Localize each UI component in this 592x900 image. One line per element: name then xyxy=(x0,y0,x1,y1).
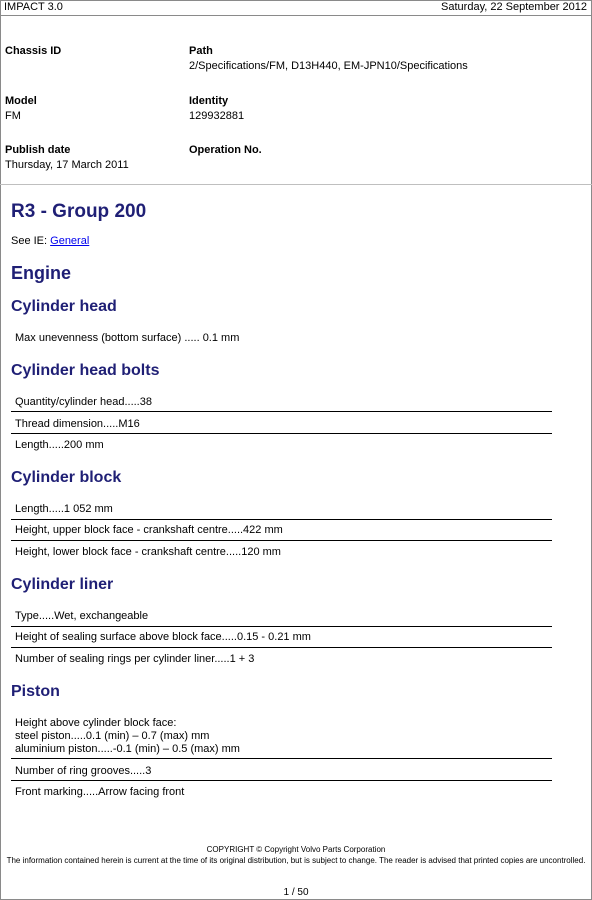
spec-row: Type.....Wet, exchangeable xyxy=(11,610,552,627)
see-ie-prefix: See IE: xyxy=(11,235,48,247)
path-label: Path xyxy=(189,45,213,57)
page-number: 1 / 50 xyxy=(283,887,309,898)
identity-label: Identity xyxy=(189,95,229,107)
operation-no-field xyxy=(189,143,262,158)
path-field xyxy=(189,44,468,74)
heading-piston: Piston xyxy=(11,683,60,700)
operation-no-label: Operation No. xyxy=(189,144,262,156)
model-value: FM xyxy=(5,110,21,122)
chassis-id-label: Chassis ID xyxy=(5,45,62,57)
publish-date-label: Publish date xyxy=(5,144,71,156)
model-field xyxy=(5,94,37,124)
app-name: IMPACT 3.0 xyxy=(4,1,63,13)
heading-cylinder-liner: Cylinder liner xyxy=(11,576,114,593)
copyright-notice: COPYRIGHT © Copyright Volvo Parts Corporation xyxy=(206,845,386,854)
identity-field xyxy=(189,94,244,124)
print-date: Saturday, 22 September 2012 xyxy=(441,1,587,13)
spec-line: Height above cylinder block face: xyxy=(15,717,177,729)
spec-row: Length.....1 052 mm xyxy=(11,503,552,520)
document-title: R3 - Group 200 xyxy=(11,201,147,222)
spec-line: aluminium piston.....-0.1 (min) – 0.5 (max) mm xyxy=(15,743,240,755)
spec-row: Front marking.....Arrow facing front xyxy=(15,786,185,798)
identity-value: 129932881 xyxy=(189,110,245,122)
piston-height-spec xyxy=(11,717,552,759)
publish-date-value: Thursday, 17 March 2011 xyxy=(5,159,129,171)
spec-row: Max unevenness (bottom surface) ..... 0.1 mm xyxy=(15,332,240,344)
spec-row: Height, upper block face - crankshaft centre.....422 mm xyxy=(11,524,552,541)
path-value: 2/Specifications/FM, D13H440, EM-JPN10/Specifications xyxy=(189,60,468,72)
spec-line: steel piston.....0.1 (min) – 0.7 (max) mm xyxy=(15,730,210,742)
spec-row: Length.....200 mm xyxy=(15,439,104,451)
see-ie-line xyxy=(11,235,89,247)
meta-divider xyxy=(0,184,592,185)
spec-row: Height of sealing surface above block face.....0.15 - 0.21 mm xyxy=(11,631,552,648)
spec-row: Quantity/cylinder head.....38 xyxy=(11,396,552,412)
model-label: Model xyxy=(5,95,37,107)
spec-row: Number of ring grooves.....3 xyxy=(11,765,552,781)
heading-cylinder-block: Cylinder block xyxy=(11,469,122,486)
spec-row: Height, lower block face - crankshaft centre.....120 mm xyxy=(15,546,281,558)
section-title-engine: Engine xyxy=(11,263,72,283)
spec-row: Number of sealing rings per cylinder liner.....1 + 3 xyxy=(15,653,255,665)
heading-cylinder-head: Cylinder head xyxy=(11,298,117,315)
general-link[interactable]: General xyxy=(50,235,90,247)
heading-cylinder-head-bolts: Cylinder head bolts xyxy=(11,362,160,379)
header-divider xyxy=(0,15,592,16)
print-header xyxy=(4,1,587,15)
spec-row: Thread dimension.....M16 xyxy=(11,418,552,434)
disclaimer: The information contained herein is current at the time of its original distribution, but is subject to change. The reader is advised that printed copies are uncontrolled. xyxy=(6,856,586,865)
chassis-id-field xyxy=(5,44,61,59)
publish-date-field xyxy=(5,143,129,173)
